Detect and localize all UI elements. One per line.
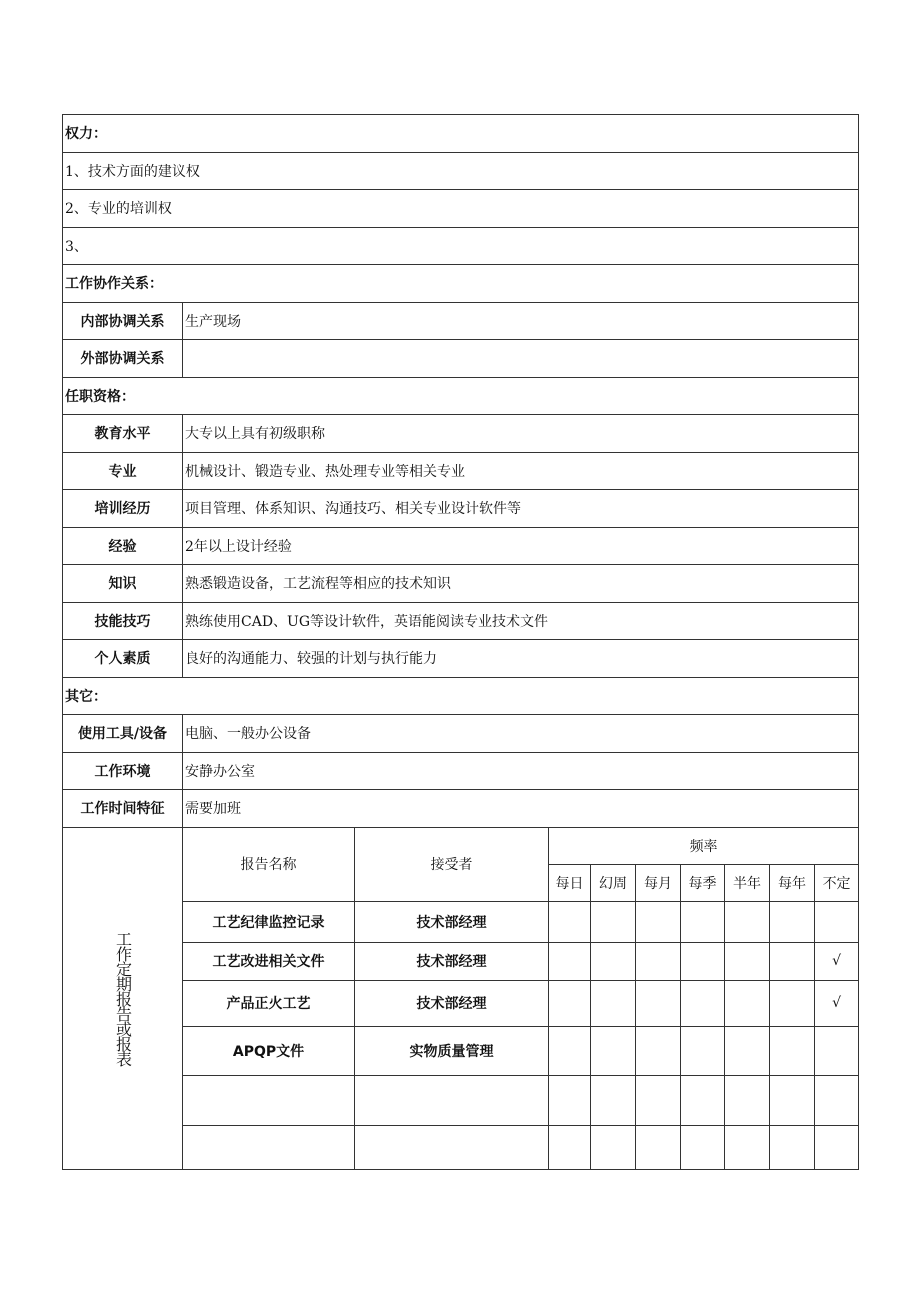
reports-vertical-text: 工作定期报告或报表: [113, 930, 133, 1066]
qualification-value: 2年以上设计经验: [183, 527, 859, 565]
report-name: 工艺纪律监控记录: [183, 901, 355, 942]
internal-coordination-label: 内部协调关系: [63, 302, 183, 340]
coordination-title: 工作协作关系：: [63, 265, 859, 303]
report-row: [63, 1075, 859, 1125]
report-receiver: [355, 1125, 549, 1169]
frequency-mark: [770, 942, 815, 980]
report-receiver: 技术部经理: [355, 942, 549, 980]
work-time-label: 工作时间特征: [63, 790, 183, 828]
frequency-mark: [591, 1026, 636, 1075]
frequency-mark: [591, 901, 636, 942]
frequency-mark: [681, 1075, 725, 1125]
frequency-mark: [725, 1026, 770, 1075]
qualifications-title: 任职资格：: [63, 377, 859, 415]
frequency-mark: [725, 1125, 770, 1169]
frequency-mark: [770, 1075, 815, 1125]
power-item: 3、: [63, 227, 859, 265]
frequency-mark: [725, 1075, 770, 1125]
frequency-yearly: 每年: [770, 864, 815, 901]
power-item: 1、技术方面的建议权: [63, 152, 859, 190]
qualification-label: 教育水平: [63, 415, 183, 453]
frequency-mark: [591, 942, 636, 980]
other-title: 其它：: [63, 677, 859, 715]
report-receiver: 技术部经理: [355, 901, 549, 942]
frequency-mark: [636, 980, 681, 1026]
qualification-label: 知识: [63, 565, 183, 603]
frequency-mark: [681, 980, 725, 1026]
qualification-label: 专业: [63, 452, 183, 490]
frequency-mark: [636, 901, 681, 942]
frequency-mark: [549, 1125, 591, 1169]
report-name-header: 报告名称: [183, 827, 355, 901]
frequency-mark: [770, 1026, 815, 1075]
frequency-daily: 每日: [549, 864, 591, 901]
external-coordination-label: 外部协调关系: [63, 340, 183, 378]
tools-value: 电脑、一般办公设备: [183, 715, 859, 753]
power-item: 2、专业的培训权: [63, 190, 859, 228]
qualification-label: 经验: [63, 527, 183, 565]
frequency-mark: [681, 901, 725, 942]
report-receiver: 技术部经理: [355, 980, 549, 1026]
frequency-monthly: 每月: [636, 864, 681, 901]
qualification-label: 培训经历: [63, 490, 183, 528]
qualification-value: 大专以上具有初级职称: [183, 415, 859, 453]
report-row: [63, 980, 859, 1026]
frequency-mark: [770, 980, 815, 1026]
frequency-mark: [549, 1026, 591, 1075]
frequency-mark: √: [815, 942, 859, 980]
frequency-mark: [636, 1075, 681, 1125]
qualification-label: 技能技巧: [63, 602, 183, 640]
frequency-weekly: 幻周: [591, 864, 636, 901]
report-receiver: 实物质量管理: [355, 1026, 549, 1075]
frequency-mark: [770, 901, 815, 942]
qualification-value: 良好的沟通能力、较强的计划与执行能力: [183, 640, 859, 678]
frequency-mark: [591, 1075, 636, 1125]
qualification-value: 机械设计、锻造专业、热处理专业等相关专业: [183, 452, 859, 490]
frequency-mark: [770, 1125, 815, 1169]
frequency-mark: [815, 1075, 859, 1125]
powers-title: 权力：: [63, 115, 859, 153]
report-receiver: [355, 1075, 549, 1125]
tools-label: 使用工具/设备: [63, 715, 183, 753]
frequency-mark: [549, 980, 591, 1026]
frequency-mark: [549, 901, 591, 942]
frequency-mark: [681, 942, 725, 980]
frequency-half-year: 半年: [725, 864, 770, 901]
frequency-header: 频率: [549, 827, 859, 864]
frequency-irregular: 不定: [815, 864, 859, 901]
frequency-mark: [725, 942, 770, 980]
frequency-mark: √: [815, 980, 859, 1026]
frequency-mark: [725, 980, 770, 1026]
frequency-mark: [725, 901, 770, 942]
external-coordination-value: [183, 340, 859, 378]
frequency-mark: [549, 1075, 591, 1125]
report-row: [63, 1026, 859, 1075]
frequency-quarterly: 每季: [681, 864, 725, 901]
internal-coordination-value: 生产现场: [183, 302, 859, 340]
environment-label: 工作环境: [63, 752, 183, 790]
qualification-label: 个人素质: [63, 640, 183, 678]
frequency-mark: [815, 1026, 859, 1075]
frequency-mark: [636, 942, 681, 980]
reports-section-label: [63, 827, 183, 1169]
report-row: [63, 901, 859, 942]
environment-value: 安静办公室: [183, 752, 859, 790]
qualification-value: 项目管理、体系知识、沟通技巧、相关专业设计软件等: [183, 490, 859, 528]
frequency-mark: [636, 1026, 681, 1075]
job-description-table: [62, 114, 859, 1170]
frequency-mark: [815, 901, 859, 942]
report-name: 工艺改进相关文件: [183, 942, 355, 980]
receiver-header: 接受者: [355, 827, 549, 901]
frequency-mark: [591, 980, 636, 1026]
qualification-value: 熟悉锻造设备，工艺流程等相应的技术知识: [183, 565, 859, 603]
report-name: APQP文件: [183, 1026, 355, 1075]
frequency-mark: [815, 1125, 859, 1169]
frequency-mark: [591, 1125, 636, 1169]
frequency-mark: [681, 1026, 725, 1075]
report-name: [183, 1075, 355, 1125]
work-time-value: 需要加班: [183, 790, 859, 828]
frequency-mark: [549, 942, 591, 980]
report-row: [63, 942, 859, 980]
report-name: [183, 1125, 355, 1169]
frequency-mark: [681, 1125, 725, 1169]
report-row: [63, 1125, 859, 1169]
qualification-value: 熟练使用CAD、UG等设计软件，英语能阅读专业技术文件: [183, 602, 859, 640]
report-name: 产品正火工艺: [183, 980, 355, 1026]
frequency-mark: [636, 1125, 681, 1169]
